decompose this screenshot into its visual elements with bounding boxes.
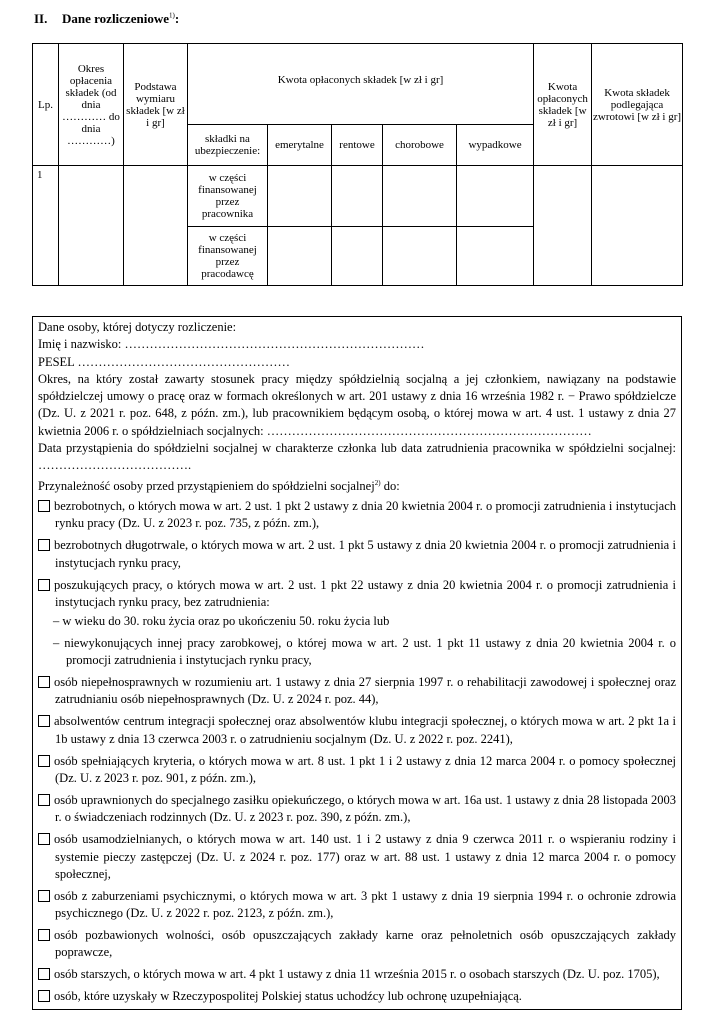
cell-kwota-oplaconych[interactable] (534, 166, 592, 286)
employment-period-field[interactable]: Okres, na który został zawarty stosunek pracy między spółdzielnią socjalną a jej członkiem, nawiązany na podstawie spółdzielczej umowy o pracę oraz w formach określonych w art. 201 ustawy z dnia 16 września 1982 r. − Prawo spółdzielcze (Dz. U. z 2021 r. poz. 648, z późn. zm.), lub pracownikiem będącym osobą, o której mowa w art. 4 ust. 1 ustawy z dnia 27 kwietnia 2006 r. o spółdzielniach socjalnych: …………………………………………………………………… (38, 371, 676, 438)
cell-chorobowe-pracownik[interactable] (383, 166, 457, 227)
option-label: bezrobotnych, o których mowa w art. 2 ust. 1 pkt 2 ustawy z dnia 20 kwietnia 2004 r. o promocji zatrudnienia i instytucjach rynku pracy (Dz. U. z 2023 r. poz. 735, z późn. zm.), (54, 499, 676, 531)
person-data-box (32, 316, 682, 1010)
header-rentowe: rentowe (332, 125, 383, 166)
option-label: osób z zaburzeniami psychicznymi, o których mowa w art. 3 pkt 1 ustawy z dnia 19 sierpnia 1994 r. o ochronie zdrowia psychicznego (Dz. U. z 2022 r. poz. 2123, z późn. zm.), (54, 888, 676, 921)
option-label: osób pozbawionych wolności, osób opuszczających zakłady karne oraz pełnoletnich osób opuszczających zakłady poprawcze, (54, 928, 676, 960)
option-osoby-starsze[interactable] (38, 966, 676, 983)
option-uchodzcy[interactable] (38, 988, 676, 1005)
option-poszukujacy[interactable] (38, 577, 676, 612)
cell-rentowe-pracownik[interactable] (332, 166, 383, 227)
option-bezrobotni[interactable] (38, 498, 676, 533)
sub-option-wiek: – w wieku do 30. roku życia oraz po ukończeniu 50. roku życia lub (53, 614, 390, 629)
option-label: absolwentów centrum integracji społecznej oraz absolwentów klubu integracji społecznej, o których mowa w art. 2 pkt 1a i 1b ustawy z dnia 13 czerwca 2003 r. o zatrudnieniu socjalnym (Dz. U. z 2022 r. poz. 2241), (54, 714, 676, 746)
checkbox[interactable] (38, 500, 50, 512)
row-number: 1 (33, 166, 59, 286)
header-wypadkowe: wypadkowe (457, 125, 534, 166)
person-heading: Dane osoby, której dotyczy rozliczenie: (38, 320, 237, 334)
cell-rentowe-pracodawca[interactable] (332, 227, 383, 286)
cell-wypadkowe-pracownik[interactable] (457, 166, 534, 227)
header-lp: Lp. (33, 44, 59, 166)
section-title (34, 11, 179, 27)
option-niepelnosprawni[interactable] (38, 674, 676, 709)
header-podstawa: Podstawa wymiaru składek [w zł i gr] (124, 44, 188, 166)
section-number: II. (34, 11, 48, 26)
option-zasilek-opiekunczy[interactable] (38, 792, 676, 827)
checkbox[interactable] (38, 579, 50, 591)
checkbox[interactable] (38, 990, 50, 1002)
option-label: osób spełniających kryteria, o których mowa w art. 8 ust. 1 pkt 1 i 2 ustawy z dnia 12 marca 2004 r. o pomocy społecznej (Dz. U. z 2023 r. poz. 901, z późn. zm.), (54, 753, 676, 786)
cell-okres[interactable] (59, 166, 124, 286)
option-pozbawieni-wolnosci[interactable] (38, 927, 676, 962)
section-suffix: : (174, 11, 180, 26)
header-kwota-oplaconych: Kwota opłaconych składek [w zł i gr] (534, 44, 592, 166)
option-zaburzenia-psychiczne[interactable] (38, 888, 676, 923)
affiliation-text: Przynależność osoby przed przystąpieniem do spółdzielni socjalnej (38, 478, 375, 493)
affiliation-suffix: do: (380, 478, 400, 493)
checkbox[interactable] (38, 968, 50, 980)
checkbox[interactable] (38, 755, 50, 767)
section-title-text: Dane rozliczeniowe (62, 11, 169, 26)
option-label: poszukujących pracy, o których mowa w art. 2 ust. 1 pkt 22 ustawy z dnia 20 kwietnia 2004 r. o promocji zatrudnienia i instytucjach rynku pracy, bez zatrudnienia: (54, 577, 676, 609)
pesel-field[interactable]: PESEL …………………………………………… (38, 354, 290, 369)
option-label: osób, które uzyskały w Rzeczypospolitej Polskiej status uchodźcy lub ochronę uzupełniającą. (54, 989, 522, 1004)
cell-kwota-zwrot[interactable] (592, 166, 683, 286)
option-bezrobotni-dlugotrwale[interactable] (38, 537, 676, 572)
cell-emerytalne-pracodawca[interactable] (268, 227, 332, 286)
header-skladki: składki na ubezpieczenie: (188, 125, 268, 166)
checkbox[interactable] (38, 890, 50, 902)
affiliation-footnote: 2) (374, 478, 381, 487)
cell-wypadkowe-pracodawca[interactable] (457, 227, 534, 286)
option-label: osób usamodzielnianych, o których mowa w art. 140 ust. 1 i 2 ustawy z dnia 9 czerwca 2011 r. o wspieraniu rodziny i systemie pieczy zastępczej (Dz. U. z 2024 r. poz. 177) oraz w art. 88 ust. 1 ustawy z dnia 12 marca 2004 r. o pomocy społecznej, (54, 832, 676, 881)
checkbox[interactable] (38, 794, 50, 806)
option-kryteria-pomocy[interactable] (38, 753, 676, 788)
header-chorobowe: chorobowe (383, 125, 457, 166)
cell-chorobowe-pracodawca[interactable] (383, 227, 457, 286)
affiliation-heading (38, 475, 676, 495)
row-label-pracodawca: w części finansowanej przez pracodawcę (188, 227, 268, 286)
cell-emerytalne-pracownik[interactable] (268, 166, 332, 227)
settlement-table (32, 43, 682, 285)
sub-option-niewykonujacy: – niewykonujących innej pracy zarobkowej, o której mowa w art. 2 ust. 1 pkt 11 ustawy z dnia 20 kwietnia 2004 r. o promocji zatrudnienia i instytucjach rynku pracy, (53, 635, 676, 667)
option-absolwenci-cis[interactable] (38, 713, 676, 748)
checkbox[interactable] (38, 833, 50, 845)
join-date-field[interactable]: Data przystąpienia do spółdzielni socjalnej w charakterze członka lub data zatrudnienia pracownika w spółdzielni socjalnej: ………………………………. (38, 441, 676, 473)
header-okres: Okres opłacenia składek (od dnia ………… do dnia …………) (59, 44, 124, 166)
checkbox[interactable] (38, 929, 50, 941)
cell-podstawa[interactable] (124, 166, 188, 286)
checkbox[interactable] (38, 715, 50, 727)
header-emerytalne: emerytalne (268, 125, 332, 166)
checkbox[interactable] (38, 539, 50, 551)
name-field[interactable]: Imię i nazwisko: ……………………………………………………………… (38, 337, 425, 352)
header-kwota-zwrot: Kwota składek podlegająca zwrotowi [w zł i gr] (592, 44, 683, 166)
checkbox[interactable] (38, 676, 50, 688)
option-label: osób starszych, o których mowa w art. 4 pkt 1 ustawy z dnia 11 września 2015 r. o osobach starszych (Dz. U. poz. 1705), (54, 967, 660, 982)
header-kwota: Kwota opłaconych składek [w zł i gr] (188, 44, 534, 125)
option-label: osób uprawnionych do specjalnego zasiłku opiekuńczego, o których mowa w art. 16a ust. 1 ustawy z dnia 28 listopada 2003 r. o świadczeniach rodzinnych (Dz. U. z 2023 r. poz. 390, z późn. zm.), (54, 793, 676, 825)
option-label: osób niepełnosprawnych w rozumieniu art. 1 ustawy z dnia 27 sierpnia 1997 r. o rehabilitacji zawodowej i społecznej oraz zatrudnianiu osób niepełnosprawnych (Dz. U. z 2024 r. poz. 44), (54, 675, 676, 707)
option-usamodzielniani[interactable] (38, 831, 676, 883)
option-label: bezrobotnych długotrwale, o których mowa w art. 2 ust. 1 pkt 5 ustawy z dnia 20 kwietnia 2004 r. o promocji zatrudnienia i instytucjach rynku pracy, (54, 538, 676, 570)
row-label-pracownik: w części finansowanej przez pracownika (188, 166, 268, 227)
section-footnote: 1) (168, 11, 175, 20)
